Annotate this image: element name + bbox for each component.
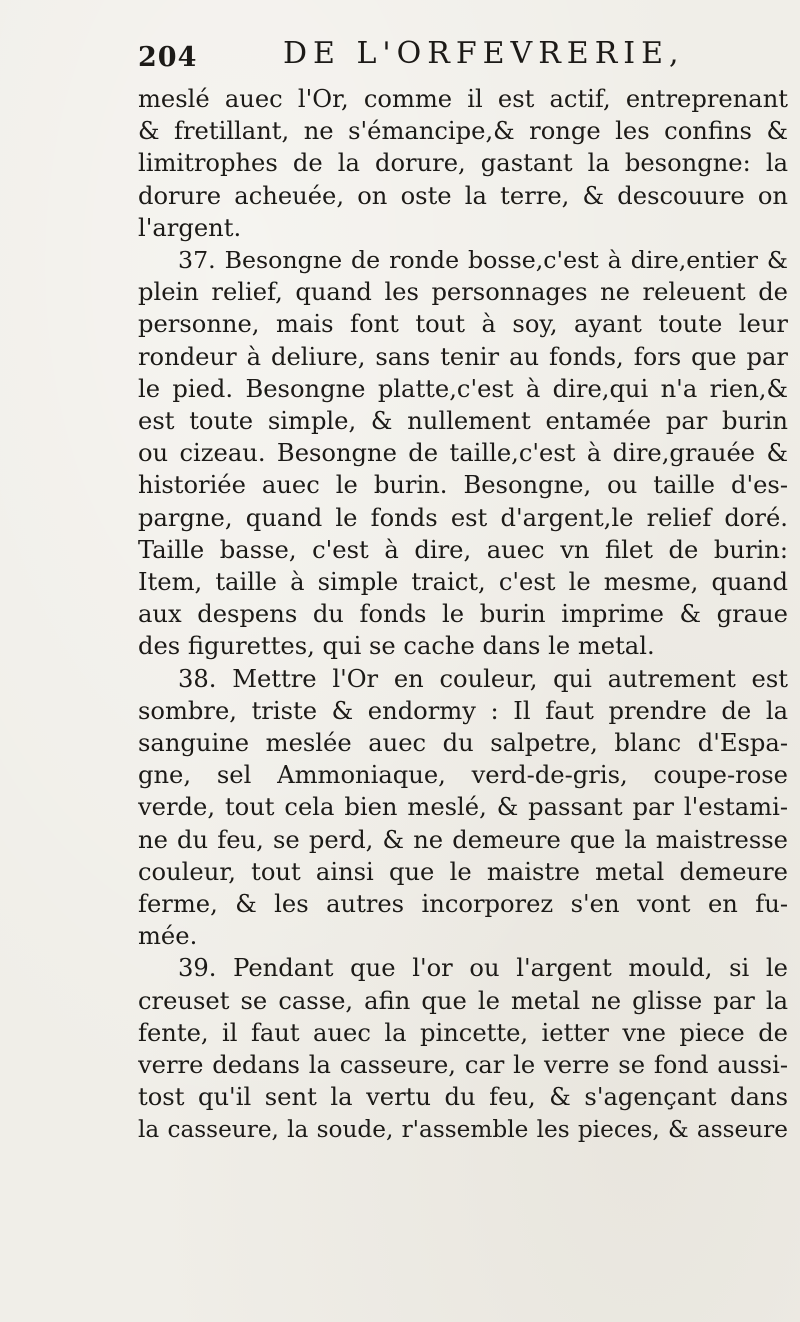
- text-line: sanguine meslée auec du salpetre, blanc d'Espa-: [138, 729, 788, 758]
- text-line: la casseure, la soude, r'assemble les pieces, & asseure: [138, 1115, 788, 1143]
- text-line: fente, il faut auec la pincette, ietter vne piece de: [138, 1018, 788, 1047]
- text-line: historiée auec le burin. Besongne, ou taille d'es-: [138, 471, 788, 500]
- page-body: [138, 83, 788, 1146]
- text-line: couleur, tout ainsi que le maistre metal demeure: [138, 857, 788, 886]
- text-line: & fretillant, ne s'émancipe,& ronge les confins &: [138, 117, 788, 146]
- text-line: creuset se casse, afin que le metal ne glisse par la: [138, 986, 788, 1015]
- text-line: aux despens du fonds le burin imprime & graue: [138, 600, 788, 629]
- text-line: le pied. Besongne platte,c'est à dire,qui n'a rien,&: [138, 374, 788, 403]
- text-line: rondeur à deliure, sans tenir au fonds, fors que par: [138, 342, 788, 371]
- text-line: tost qu'il sent la vertu du feu, & s'agençant dans: [138, 1083, 788, 1112]
- paragraph-37-start: 37. Besongne de ronde bosse,c'est à dire,entier &: [178, 246, 788, 275]
- text-line: pargne, quand le fonds est d'argent,le relief doré.: [138, 503, 788, 532]
- text-line: Item, taille à simple traict, c'est le mesme, quand: [138, 568, 788, 597]
- paragraph-39-start: 39. Pendant que l'or ou l'argent mould, si le: [178, 954, 788, 983]
- text-line: ne du feu, se perd, & ne demeure que la maistresse: [138, 825, 788, 854]
- text-line: mée.: [138, 922, 198, 951]
- text-line: Taille basse, c'est à dire, auec vn filet de burin:: [138, 535, 788, 564]
- text-line: limitrophes de la dorure, gastant la besongne: la: [138, 149, 788, 178]
- running-head: [138, 28, 778, 80]
- text-line: sombre, triste & endormy : Il faut prendre de la: [138, 696, 788, 725]
- text-line: plein relief, quand les personnages ne releuent de: [138, 278, 788, 307]
- text-line: personne, mais font tout à soy, ayant toute leur: [138, 310, 788, 339]
- page-number: 204: [138, 42, 198, 73]
- text-line: ferme, & les autres incorporez s'en vont en fu-: [138, 890, 788, 919]
- text-line: gne, sel Ammoniaque, verd-de-gris, coupe-rose: [138, 761, 788, 790]
- paragraph-38-start: 38. Mettre l'Or en couleur, qui autrement est: [178, 664, 788, 693]
- text-line: des figurettes, qui se cache dans le metal.: [138, 632, 655, 661]
- text-line: dorure acheuée, on oste la terre, & descouure on: [138, 181, 788, 210]
- text-line: l'argent.: [138, 213, 242, 242]
- running-title: DE L'ORFEVRERIE,: [283, 36, 685, 71]
- text-line: ou cizeau. Besongne de taille,c'est à dire,grauée &: [138, 439, 788, 468]
- text-line: verde, tout cela bien meslé, & passant par l'estami-: [138, 793, 788, 822]
- text-line: verre dedans la casseure, car le verre se fond aussi-: [138, 1051, 788, 1080]
- text-line: meslé auec l'Or, comme il est actif, entreprenant: [138, 85, 788, 113]
- text-line: est toute simple, & nullement entamée par burin: [138, 407, 788, 436]
